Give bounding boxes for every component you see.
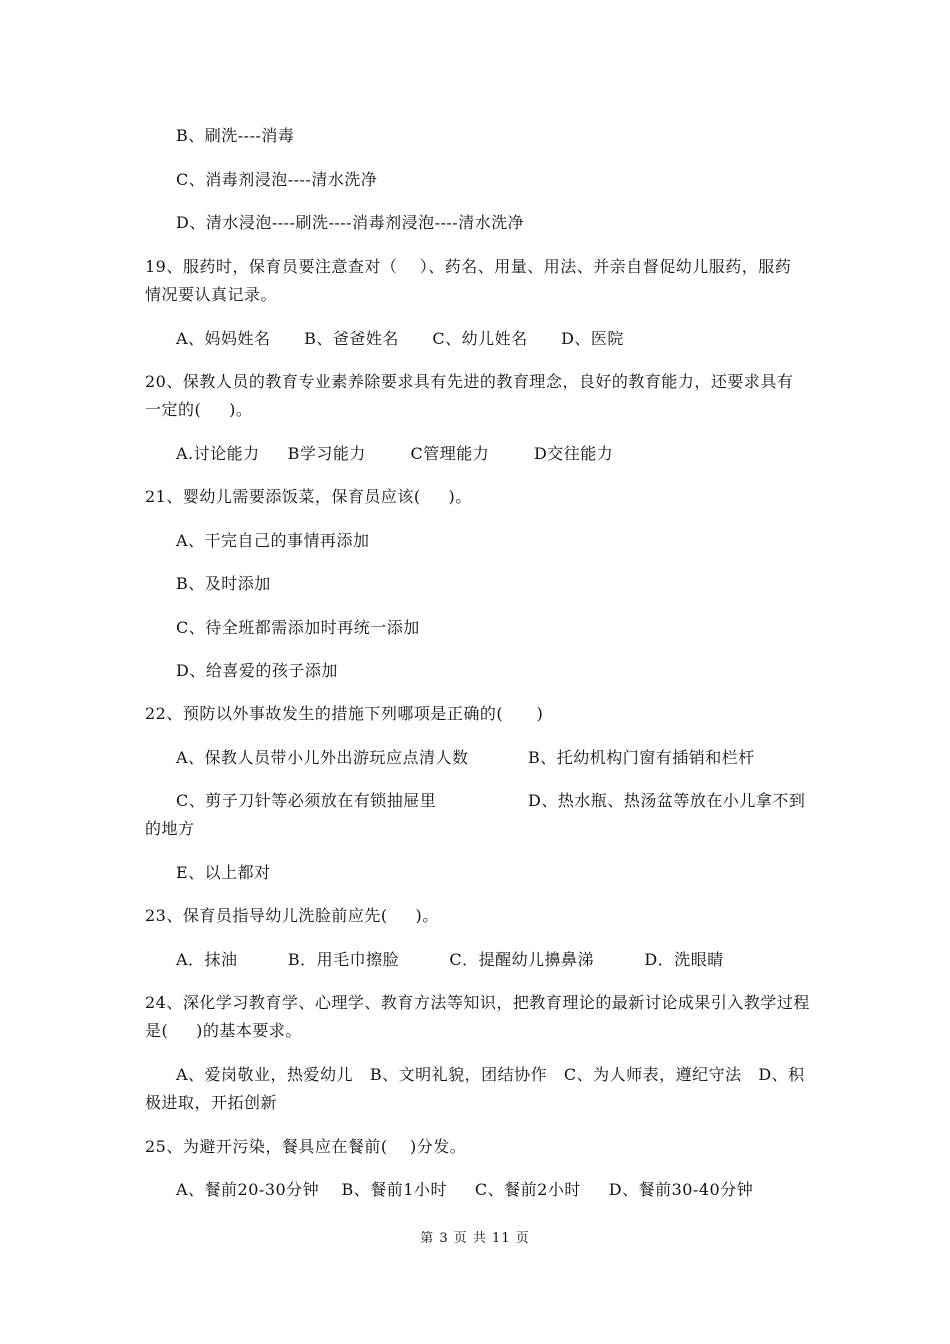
q22-option-a: A、保教人员带小儿外出游玩应点清人数 <box>176 748 469 767</box>
q21-option-d: D、给喜爱的孩子添加 <box>176 661 338 680</box>
q24-options-line2: 极进取，开拓创新 <box>145 1093 278 1112</box>
q20-stem-line2: 一定的( )。 <box>145 400 253 419</box>
q19-options: A、妈妈姓名 B、爸爸姓名 C、幼儿姓名 D、医院 <box>176 329 624 348</box>
q18-option-c: C、消毒剂浸泡----清水洗净 <box>176 170 378 189</box>
q22-option-b: B、托幼机构门窗有插销和栏杆 <box>528 748 755 767</box>
q19-stem-line2: 情况要认真记录。 <box>145 285 278 304</box>
q22-option-d: D、热水瓶、热汤盆等放在小儿拿不到 <box>528 791 806 810</box>
q21-option-b: B、及时添加 <box>176 574 271 593</box>
q22-option-d-continued: 的地方 <box>145 819 195 838</box>
q24-stem-line2: 是( )的基本要求。 <box>145 1021 302 1040</box>
page-footer: 第 3 页 共 11 页 <box>420 1231 530 1246</box>
q21-option-a: A、干完自己的事情再添加 <box>176 531 370 550</box>
q22-stem: 22、预防以外事故发生的措施下列哪项是正确的( ) <box>145 704 544 723</box>
q23-options: A．抹油 B．用毛巾擦脸 C．提醒幼儿擤鼻涕 D．洗眼睛 <box>176 950 724 969</box>
q22-option-e: E、以上都对 <box>176 863 271 882</box>
q19-stem-line1: 19、服药时，保育员要注意查对（ ）、药名、用量、用法、并亲自督促幼儿服药，服药 <box>145 257 792 276</box>
q20-options: A.讨论能力 B学习能力 C管理能力 D交往能力 <box>176 444 614 463</box>
q22-option-c: C、剪子刀针等必须放在有锁抽屉里 <box>176 791 437 810</box>
q20-stem-line1: 20、保教人员的教育专业素养除要求具有先进的教育理念，良好的教育能力，还要求具有 <box>145 372 794 391</box>
q25-options: A、餐前20-30分钟 B、餐前1小时 C、餐前2小时 D、餐前30-40分钟 <box>176 1180 754 1199</box>
q23-stem: 23、保育员指导幼儿洗脸前应先( )。 <box>145 906 439 925</box>
q25-stem: 25、为避开污染，餐具应在餐前( )分发。 <box>145 1137 467 1156</box>
q24-stem-line1: 24、深化学习教育学、心理学、教育方法等知识，把教育理论的最新讨论成果引入教学过程 <box>145 993 810 1012</box>
q21-stem: 21、婴幼儿需要添饭菜，保育员应该( )。 <box>145 487 472 506</box>
q18-option-d: D、清水浸泡----刷洗----消毒剂浸泡----清水洗净 <box>176 213 525 232</box>
q24-options-line1: A、爱岗敬业，热爱幼儿 B、文明礼貌，团结协作 C、为人师表，遵纪守法 D、积 <box>176 1065 805 1084</box>
q21-option-c: C、待全班都需添加时再统一添加 <box>176 618 420 637</box>
q18-option-b: B、刷洗----消毒 <box>176 126 295 145</box>
